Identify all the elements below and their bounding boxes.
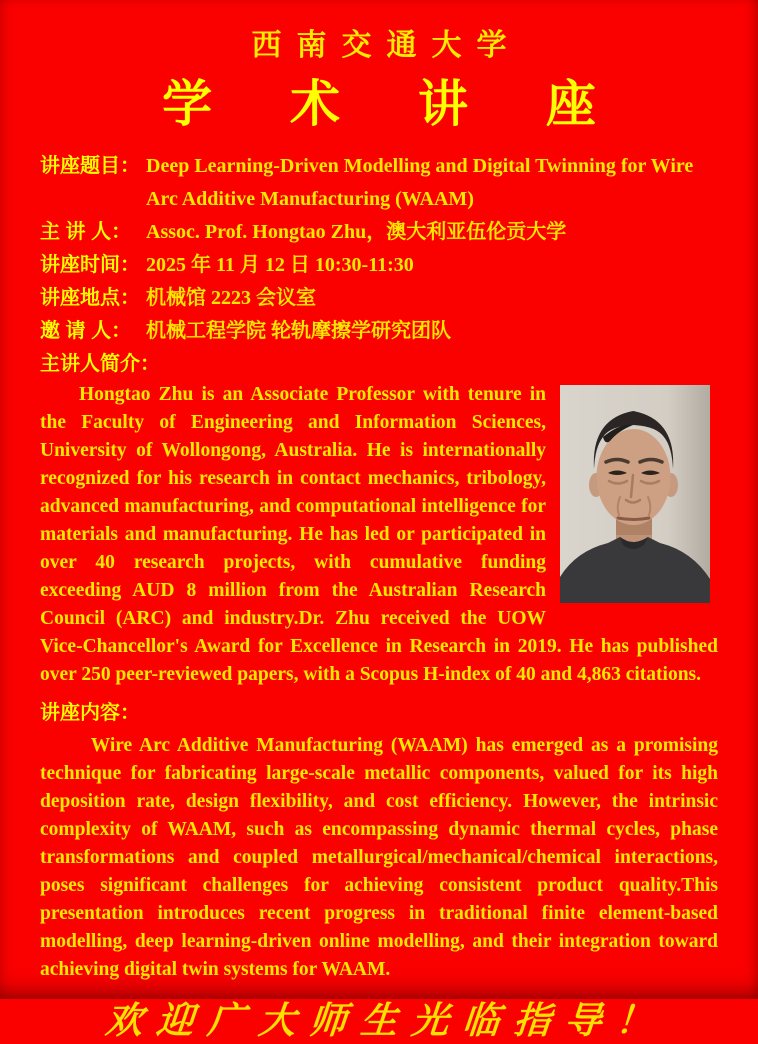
time-value: 2025 年 11 月 12 日 10:30-11:30: [146, 254, 414, 276]
speaker-label: 主 讲 人：: [40, 221, 132, 243]
time-label: 讲座时间：: [40, 254, 140, 276]
location-value: 机械馆 2223 会议室: [146, 287, 316, 309]
bio-heading: 主讲人简介：: [40, 353, 160, 375]
topic-value: Deep Learning-Driven Modelling and Digital Twinning for Wire Arc Additive Manufacturing (WAAM): [146, 155, 694, 210]
poster-title: 学 术 讲 座: [162, 76, 628, 132]
bio-text: Hongtao Zhu is an Associate Professor with tenure in the Faculty of Engineering and Information Sciences, University of Wollongong, Australia. He is internationally recognized for his research in contact mechanics, tribology, advanced manufacturing, and computational intelligence for materials and manufacturing. He has led or participated in over 40 research projects, with cumulative funding exceeding AUD 8 million from the Australian Research Council (ARC) and industry.Dr. Zhu received the UOW Vice-Chancellor's Award for Excellence in Research in 2019. He has published over 250 peer-reviewed papers, with a Scopus H-index of 40 and 4,863 citations.: [40, 384, 718, 685]
content-text: Wire Arc Additive Manufacturing (WAAM) has emerged as a promising technique for fabricating large-scale metallic components, valued for its high deposition rate, design flexibility, and cost efficiency. However, the intrinsic complexity of WAAM, such as encompassing dynamic thermal cycles, phase transformations and coupled metallurgical/mechanical/chemical interactions, poses significant challenges for achieving consistent product quality.This presentation introduces recent progress in traditional finite element-based modelling, deep learning-driven online modelling, and their integration toward achieving digital twin systems for WAAM.: [40, 735, 718, 980]
content-paragraph: [40, 732, 718, 984]
speaker-value: Assoc. Prof. Hongtao Zhu，澳大利亚伍伦贡大学: [146, 221, 567, 243]
location-label: 讲座地点：: [40, 287, 140, 309]
host-label: 邀 请 人：: [40, 320, 132, 342]
host-value: 机械工程学院 轮轨摩擦学研究团队: [146, 320, 451, 342]
content-heading: 讲座内容：: [40, 702, 140, 724]
university-name: 西南交通大学: [251, 29, 522, 62]
speaker-photo: [560, 385, 710, 603]
info-section: [40, 150, 718, 348]
info-row-host: [40, 315, 718, 348]
info-row-speaker: [40, 216, 718, 249]
topic-label: 讲座题目：: [40, 155, 140, 177]
info-row-time: [40, 249, 718, 282]
bio-paragraph: [40, 381, 718, 689]
info-row-location: [40, 282, 718, 315]
info-row-topic: [40, 150, 718, 216]
closing-slogan: 欢迎广大师生光临指导！: [103, 1001, 669, 1042]
